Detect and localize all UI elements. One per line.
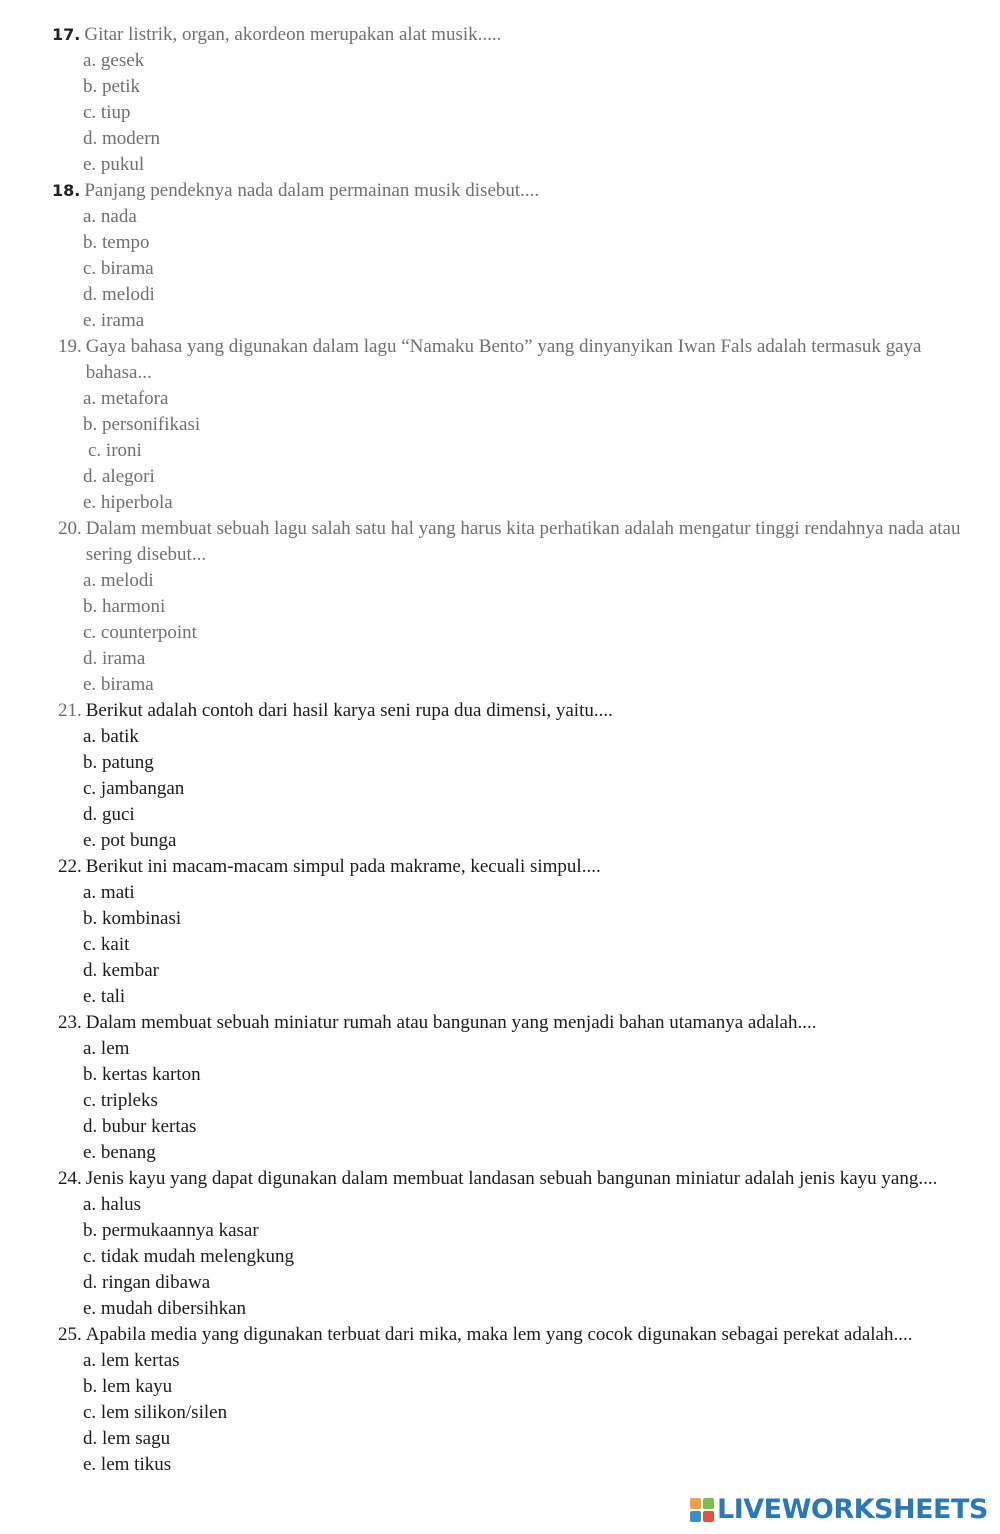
question-23 <box>0 1010 1000 1166</box>
logo-tiles-icon <box>690 1498 714 1522</box>
question-text: Berikut adalah contoh dari hasil karya seni rupa dua dimensi, yaitu.... <box>85 700 613 721</box>
question-number: 17. <box>52 25 81 44</box>
option-e: e. pot bunga <box>83 830 177 851</box>
question-number: 18. <box>52 181 81 200</box>
logo-tile <box>690 1498 701 1509</box>
question-18-stem <box>0 178 1000 204</box>
option-a: a. halus <box>83 1194 142 1215</box>
option-b: b. harmoni <box>83 596 166 617</box>
question-20-stem <box>0 516 1000 568</box>
question-22 <box>0 854 1000 1010</box>
option-a: a. batik <box>83 726 139 747</box>
question-21 <box>0 698 1000 854</box>
option-a: a. mati <box>83 882 135 903</box>
option-d: d. melodi <box>83 284 155 305</box>
option-a: a. nada <box>83 206 137 227</box>
question-17-stem <box>0 22 1000 48</box>
option-b: b. permukaannya kasar <box>83 1220 259 1241</box>
option-c: c. tiup <box>83 102 131 123</box>
question-number: 21. <box>58 700 82 721</box>
option-c: c. tripleks <box>83 1090 158 1111</box>
question-23-stem <box>0 1010 1000 1036</box>
option-e: e. lem tikus <box>83 1454 172 1475</box>
logo-text: LIVEWORKSHEETS <box>717 1494 988 1525</box>
liveworksheets-logo <box>690 1494 988 1525</box>
option-b: b. petik <box>83 76 140 97</box>
question-number: 19. <box>58 336 82 357</box>
option-c: c. lem silikon/silen <box>83 1402 228 1423</box>
question-number: 23. <box>58 1012 82 1033</box>
option-d: d. irama <box>83 648 146 669</box>
question-text: Apabila media yang digunakan terbuat dari mika, maka lem yang cocok digunakan sebagai perekat adalah.... <box>85 1324 913 1345</box>
option-a: a. lem kertas <box>83 1350 180 1371</box>
option-b: b. patung <box>83 752 154 773</box>
option-b: b. kertas karton <box>83 1064 201 1085</box>
option-d: d. bubur kertas <box>83 1116 197 1137</box>
question-25 <box>0 1322 1000 1478</box>
question-20 <box>0 516 1000 698</box>
option-e: e. tali <box>83 986 126 1007</box>
logo-tile <box>703 1511 714 1522</box>
option-c: c. birama <box>83 258 154 279</box>
question-17 <box>0 22 1000 178</box>
option-a: a. gesek <box>83 50 145 71</box>
question-number: 22. <box>58 856 82 877</box>
question-19 <box>0 334 1000 516</box>
option-e: e. irama <box>83 310 145 331</box>
option-d: d. modern <box>83 128 161 149</box>
logo-tile <box>690 1511 701 1522</box>
option-d: d. kembar <box>83 960 159 981</box>
option-b: b. kombinasi <box>83 908 182 929</box>
option-c: c. kait <box>83 934 130 955</box>
question-24 <box>0 1166 1000 1322</box>
option-b: b. personifikasi <box>83 414 201 435</box>
option-b: b. tempo <box>83 232 150 253</box>
option-a: a. melodi <box>83 570 154 591</box>
option-c: c. ironi <box>88 440 142 461</box>
question-text: Jenis kayu yang dapat digunakan dalam membuat landasan sebuah bangunan miniatur adalah jenis kayu yang.... <box>85 1168 938 1189</box>
option-e: e. benang <box>83 1142 156 1163</box>
question-24-stem <box>0 1166 1000 1192</box>
question-text: Dalam membuat sebuah miniatur rumah atau bangunan yang menjadi bahan utamanya adalah.... <box>85 1012 817 1033</box>
question-number: 24. <box>58 1168 82 1189</box>
option-d: d. guci <box>83 804 135 825</box>
option-b: b. lem kayu <box>83 1376 173 1397</box>
question-19-stem <box>0 334 1000 386</box>
question-number: 25. <box>58 1324 82 1345</box>
option-d: d. alegori <box>83 466 155 487</box>
question-25-stem <box>0 1322 1000 1348</box>
option-d: d. ringan dibawa <box>83 1272 211 1293</box>
option-e: e. mudah dibersihkan <box>83 1298 247 1319</box>
question-21-stem <box>0 698 1000 724</box>
question-text: Panjang pendeknya nada dalam permainan musik disebut.... <box>84 180 540 201</box>
question-number: 20. <box>58 518 82 539</box>
worksheet <box>0 22 1000 1478</box>
logo-tile <box>703 1498 714 1509</box>
option-a: a. lem <box>83 1038 130 1059</box>
option-a: a. metafora <box>83 388 169 409</box>
option-d: d. lem sagu <box>83 1428 171 1449</box>
question-18 <box>0 178 1000 334</box>
option-c: c. tidak mudah melengkung <box>83 1246 295 1267</box>
option-e: e. birama <box>83 674 154 695</box>
option-e: e. pukul <box>83 154 145 175</box>
option-c: c. counterpoint <box>83 622 197 643</box>
question-text: Gaya bahasa yang digunakan dalam lagu “Namaku Bento” yang dinyanyikan Iwan Fals adalah termasuk gaya bahasa... <box>85 336 922 383</box>
option-e: e. hiperbola <box>83 492 173 513</box>
question-text: Dalam membuat sebuah lagu salah satu hal yang harus kita perhatikan adalah mengatur tinggi rendahnya nada atau sering disebut... <box>85 518 961 565</box>
question-text: Berikut ini macam-macam simpul pada makrame, kecuali simpul.... <box>85 856 601 877</box>
option-c: c. jambangan <box>83 778 185 799</box>
question-text: Gitar listrik, organ, akordeon merupakan alat musik..... <box>84 24 502 45</box>
question-22-stem <box>0 854 1000 880</box>
